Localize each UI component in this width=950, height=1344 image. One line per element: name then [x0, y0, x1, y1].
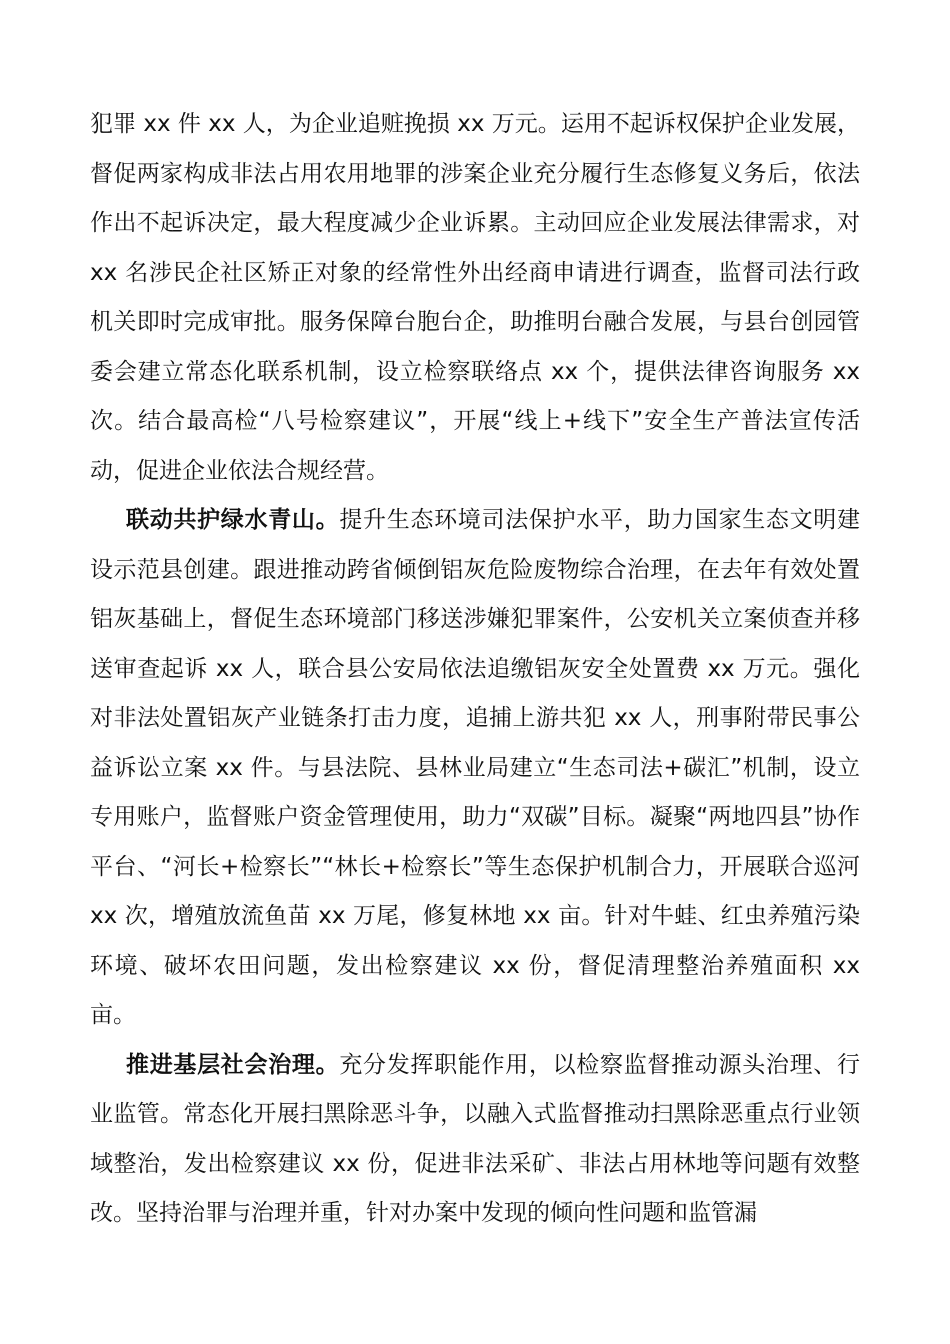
document-body [90, 100, 860, 1239]
paragraph-2-text: 提升生态环境司法保护水平，助力国家生态文明建设示范县创建。跟进推动跨省倾倒铝灰危险废物综合治理，在去年有效处置铝灰基础上，督促生态环境部门移送涉嫌犯罪案件，公安机关立案侦查并移送审查起诉 xx 人，联合县公安局依法追缴铝灰安全处置费 xx 万元。强化对非法处置铝灰产业链条打击力度，追捕上游共犯 xx 人，刑事附带民事公益诉讼立案 xx 件。与县法院、县林业局建立“生态司法+碳汇”机制，设立专用账户，监督账户资金管理使用，助力“双碳”目标。凝聚“两地四县”协作平台、“河长+检察长”“林长+检察长”等生态保护机制合力，开展联合巡河 xx 次，增殖放流鱼苗 xx 万尾，修复林地 xx 亩。针对牛蛙、红虫养殖污染环境、破坏农田问题，发出检察建议 xx 份，督促清理整治养殖面积 xx 亩。 [90, 507, 861, 1028]
paragraph-1 [90, 100, 860, 496]
paragraph-3-heading: 推进基层社会治理。 [126, 1051, 340, 1078]
paragraph-2-heading: 联动共护绿水青山。 [126, 507, 340, 533]
paragraph-3 [90, 1041, 860, 1239]
paragraph-2 [90, 496, 860, 1041]
paragraph-3-text: 充分发挥职能作用，以检察监督推动源头治理、行业监管。常态化开展扫黑除恶斗争，以融入式监督推动扫黑除恶重点行业领域整治，发出检察建议 xx 份，促进非法采矿、非法占用林地等问题有效整改。坚持治罪与治理并重，针对办案中发现的倾向性问题和监管漏 [90, 1051, 861, 1226]
paragraph-1-text: 犯罪 xx 件 xx 人，为企业追赃挽损 xx 万元。运用不起诉权保护企业发展，督促两家构成非法占用农用地罪的涉案企业充分履行生态修复义务后，依法作出不起诉决定，最大程度减少企业诉累。主动回应企业发展法律需求，对 xx 名涉民企社区矫正对象的经常性外出经商申请进行调查，监督司法行政机关即时完成审批。服务保障台胞台企，助推明台融合发展，与县台创园管委会建立常态化联系机制，设立检察联络点 xx 个，提供法律咨询服务 xx 次。结合最高检“八号检察建议”，开展“线上+线下”安全生产普法宣传活动，促进企业依法合规经营。 [90, 111, 860, 484]
